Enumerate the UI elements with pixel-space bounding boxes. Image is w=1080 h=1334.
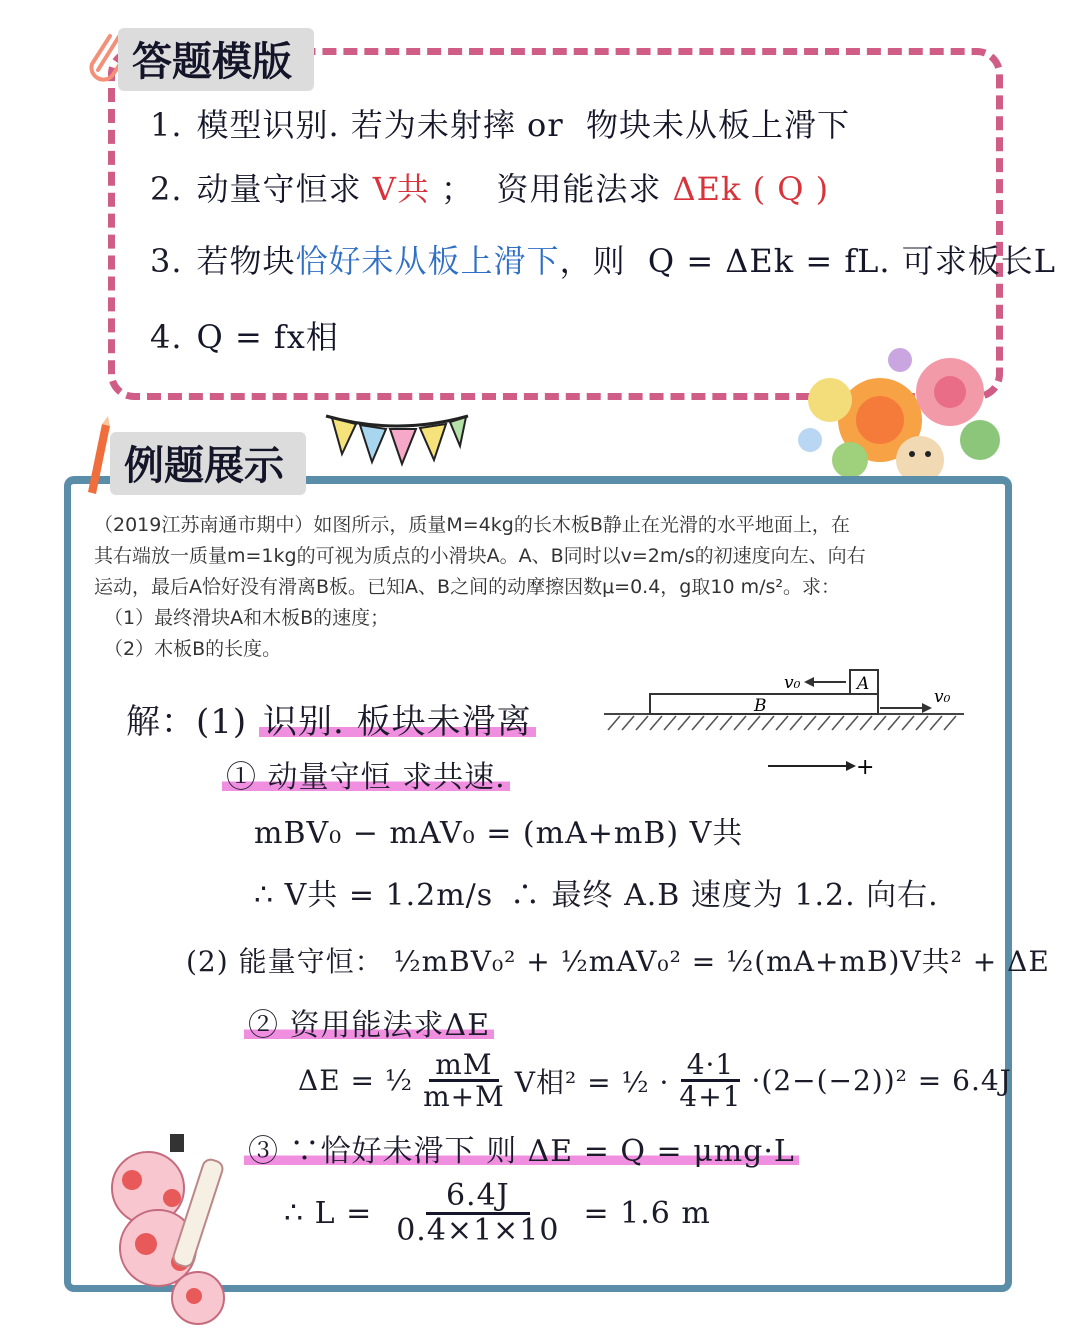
step-text: 模型识别. 若为未射摔 or 物块未从板上滑下 [196,106,850,144]
step-text: 恰好未从板上滑下 [295,242,560,280]
step-text: V共 [372,170,430,208]
solution-step3: ③ ∵恰好未滑下 则 ΔE = Q = μmg·L [244,1126,799,1170]
pencil-icon [74,414,114,498]
step-text: 动量守恒求 [196,170,373,208]
label-b: B [754,696,767,716]
step-number: 2. [150,170,183,208]
solution-eq2: ΔE = ½ $\frac{mM}{m+M}$ V相² = ½ · $\frac{4\cdot 1}{4+1}$ ·(2−(−2))² = 6.4J [298,1048,1012,1114]
template-step [150,164,829,210]
step-text: ，则 Q = ΔEk = fL. 可求板长L [559,242,1057,280]
bunting-flags-icon [322,402,472,476]
problem-line: 其右端放一质量m=1kg的可视为质点的小滑块A。A、B同时以v=2m/s的初速度向左、向右 [94,545,866,567]
solution-result1-left: ∴ V共 = 1.2m/s [254,878,494,913]
step-number: 3. [150,242,183,280]
template-step [150,100,850,146]
solution-step1-label: ① 动量守恒 求共速. [222,752,510,796]
physics-diagram [598,662,978,796]
step-text: Q = fx相 [196,318,339,356]
template-step [150,236,1056,282]
problem-line: （2019江苏南通市期中）如图所示，质量M=4kg的长木板B静止在光滑的水平地面上，在 [94,514,850,536]
problem-line: （1）最终滑块A和木板B的速度； [104,607,390,629]
label-v0-left: v₀ [784,673,801,693]
step-text: ΔEk ( Q ) [672,170,830,208]
step-text: 若物块 [196,242,296,280]
direction-plus-sign: + [856,755,875,780]
step-number: 1. [150,106,183,144]
problem-line: 运动，最后A恰好没有滑离B板。已知A、B之间的动摩擦因数μ=0.4，g取10 m/s²。求： [94,576,840,598]
solution-step2-label: ② 资用能法求ΔE [244,1000,494,1044]
solution-part1: 解：(1) 识别. 板块未滑离 [126,694,536,743]
step-number: 4. [150,318,183,356]
example-title: 例题展示 [110,432,306,495]
template-title: 答题模版 [118,28,314,91]
label-v0-right: v₀ [934,687,951,707]
template-step [150,312,339,358]
cartoon-bears-icon [88,1128,278,1332]
step-text: ； 资用能法求 [429,170,673,208]
solution-result1-right: ∴ 最终 A.B 速度为 1.2. 向右. [510,878,939,913]
label-a: A [857,674,870,694]
solution-eq3: ∴ L = $\frac{6.4J}{0.4\times 1\times 10}$ = 1.6 m [284,1178,711,1248]
solution-part2: (2) 能量守恒： ½mBV₀² + ½mAV₀² = ½(mA+mB)V共² + ΔE [186,945,1050,978]
solution-eq1: mBV₀ − mAV₀ = (mA+mB) V共 [254,816,744,851]
problem-line: （2）木板B的长度。 [104,638,282,660]
